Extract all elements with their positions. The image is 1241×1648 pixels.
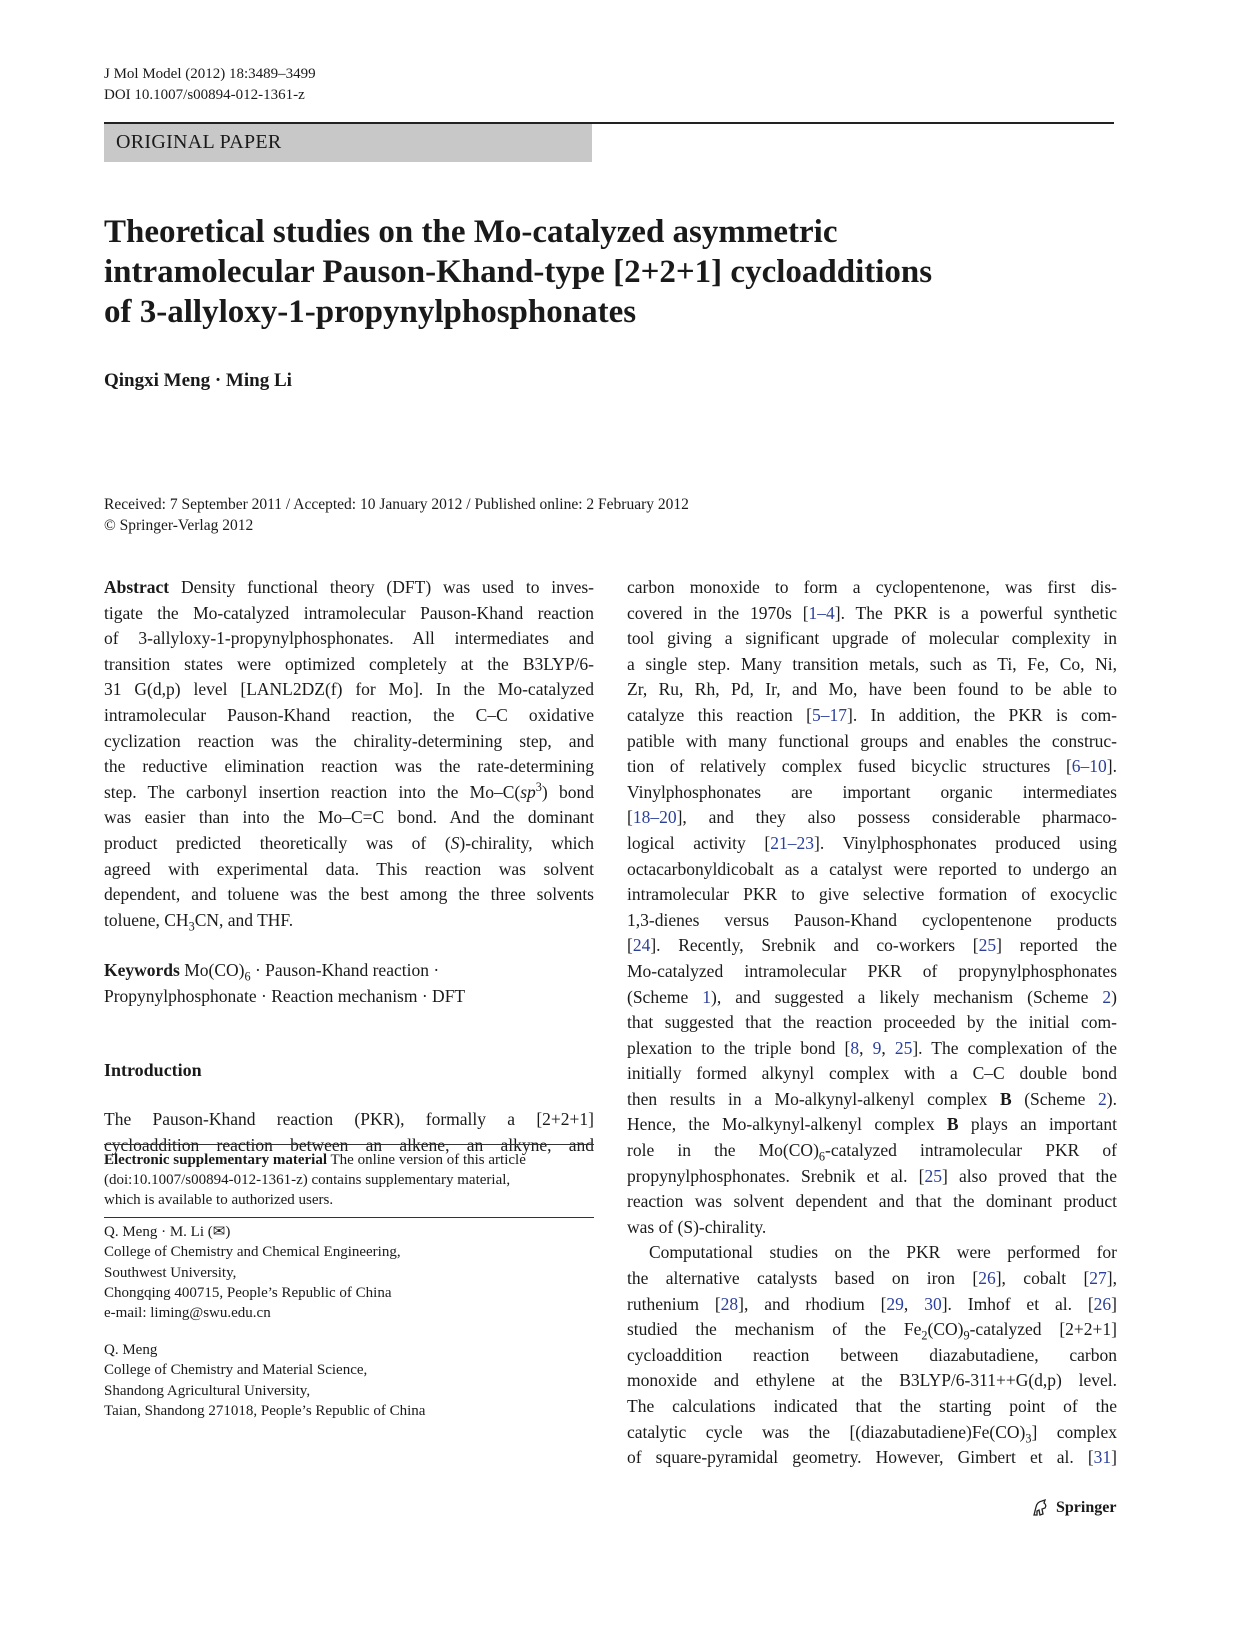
body-line: studied the mechanism of the $Fe_2(CO)_9$-catalyzed [2+2+1] [627, 1319, 1117, 1343]
body-line: monoxide and ethylene at the B3LYP/6-311++G(d,p) level. [627, 1370, 1117, 1391]
body-line: cycloaddition reaction between diazabutadiene, carbon [627, 1344, 1117, 1365]
citation-link[interactable]: 1–4 [808, 602, 835, 623]
body-line: Zr, Ru, Rh, Pd, Ir, and Mo, have been found to be able to [627, 679, 1117, 700]
citation-link[interactable]: 25 [894, 1037, 913, 1058]
affiliation-2: Q. Meng College of Chemistry and Material Science, Shandong Agricultural University, Taian, Shandong 271018, People’s Republic of China [104, 1342, 426, 1419]
body-line: catalytic cycle was the $[(diazabutadiene)Fe(CO)_3]$ complex [627, 1421, 1117, 1446]
journal-header [104, 64, 316, 106]
introduction-heading: Introduction [104, 1059, 202, 1080]
article-type: ORIGINAL PAPER [116, 131, 282, 153]
abstract-line: step. The carbonyl insertion reaction into the $Mo-C(sp^3)$ bond [104, 779, 594, 802]
abstract-line: tigate the Mo-catalyzed intramolecular Pauson-Khand reaction [104, 602, 594, 623]
body-line: Computational studies on the PKR were performed for [649, 1242, 1117, 1263]
body-line: then results in a Mo-alkynyl-alkenyl complex B (Scheme 2). [627, 1088, 1117, 1109]
abstract-line: Abstract Density functional theory (DFT) was used to inves- [104, 577, 595, 597]
intro-line: The Pauson-Khand reaction (PKR), formally a [2+2+1] [104, 1109, 594, 1130]
springer-horse-icon [1030, 1498, 1050, 1518]
body-line: catalyze this reaction [5–17]. In addition, the PKR is com- [627, 704, 1117, 725]
citation-link[interactable]: 8 [850, 1037, 860, 1058]
body-line: a single step. Many transition metals, such as Ti, Fe, Co, Ni, [627, 653, 1117, 674]
body-line: intramolecular PKR to give selective formation of exocyclic [627, 884, 1117, 905]
keywords-line: Propynylphosphonate · Reaction mechanism · DFT [104, 985, 466, 1006]
footnote-rule [104, 1217, 594, 1218]
intro-line: cycloaddition reaction between an alkene, an alkyne, and [104, 1134, 594, 1155]
body-line: octacarbonyldicobalt as a catalyst were reported to undergo an [627, 858, 1117, 879]
paper-title [104, 212, 1104, 332]
journal-citation: J Mol Model (2012) 18:3489–3499 [104, 66, 316, 82]
abstract-line: dependent, and toluene was the best among the three solvents [104, 884, 594, 905]
body-line: the alternative catalysts based on iron [26], cobalt [27], [627, 1268, 1117, 1289]
citation-link[interactable]: 28 [720, 1293, 739, 1314]
abstract-line: intramolecular Pauson-Khand reaction, the C–C oxidative [104, 704, 594, 725]
abstract-line: cyclization reaction was the chirality-determining step, and [104, 730, 594, 751]
body-line: ruthenium [28], and rhodium [29, 30]. Imhof et al. [26] [627, 1293, 1117, 1314]
citation-link[interactable]: 24 [632, 935, 651, 956]
body-line: logical activity [21–23]. Vinylphosphonates produced using [627, 832, 1118, 853]
left-column [104, 575, 594, 1158]
email: e-mail: liming@swu.edu.cn [104, 1305, 271, 1322]
body-line: carbon monoxide to form a cyclopentenone, was first dis- [627, 577, 1117, 597]
body-line: Hence, the Mo-alkynyl-alkenyl complex B plays an important [627, 1114, 1117, 1135]
scheme-link[interactable]: 2 [1098, 1088, 1107, 1109]
body-line: covered in the 1970s [1–4]. The PKR is a powerful synthetic [627, 602, 1117, 623]
publisher-logo [1030, 1498, 1116, 1518]
abstract-line: agreed with experimental data. This reaction was solvent [104, 858, 594, 879]
body-line: initially formed alkynyl complex with a C–C double bond [627, 1063, 1117, 1084]
footnote-rule [104, 1144, 594, 1145]
body-line: reaction was solvent dependent and that the dominant product [627, 1191, 1117, 1212]
title-line: intramolecular Pauson-Khand-type [2+2+1] cycloadditions [104, 254, 933, 290]
body-line: patible with many functional groups and enables the construc- [627, 730, 1117, 751]
scheme-link[interactable]: 2 [1102, 986, 1112, 1007]
supplementary-note: Electronic supplementary material The online version of this article (doi:10.1007/s00894-012-1361-z) contains supplementary material, which is available to authorized users. [104, 1152, 526, 1208]
title-line: Theoretical studies on the Mo-catalyzed asymmetric [104, 214, 838, 250]
article-type-bar [104, 124, 592, 162]
body-line: that suggested that the reaction proceeded by the initial com- [627, 1012, 1117, 1033]
citation-link[interactable]: 27 [1089, 1268, 1107, 1289]
abstract-line: 31 G(d,p) level [LANL2DZ(f) for Mo]. In the Mo-catalyzed [104, 679, 594, 700]
body-line: [24]. Recently, Srebnik and co-workers [25] reported the [627, 935, 1117, 956]
body-line: of square-pyramidal geometry. However, Gimbert et al. [31] [627, 1447, 1117, 1468]
abstract-line: transition states were optimized completely at the B3LYP/6- [104, 653, 594, 674]
publication-dates [104, 494, 689, 536]
authors: Qingxi Meng · Ming Li [104, 370, 292, 391]
title-line: of 3-allyloxy-1-propynylphosphonates [104, 294, 637, 330]
body-line: [18–20], and they also possess considerable pharmaco- [627, 807, 1117, 828]
citation-link[interactable]: 21–23 [770, 832, 815, 853]
citation-link[interactable]: 29 [886, 1293, 904, 1314]
citation-link[interactable]: 9 [872, 1037, 882, 1058]
body-line: plexation to the triple bond [8, 9, 25]. The complexation of the [627, 1037, 1118, 1058]
body-line: tool giving a significant upgrade of molecular complexity in [627, 628, 1117, 649]
body-line: (Scheme 1), and suggested a likely mechanism (Scheme 2) [627, 986, 1117, 1007]
citation-link[interactable]: 31 [1093, 1447, 1112, 1468]
body-line: tion of relatively complex fused bicyclic structures [6–10]. [627, 756, 1117, 777]
citation-link[interactable]: 26 [1093, 1293, 1112, 1314]
abstract-line: was easier than into the Mo–C=C bond. And the dominant [104, 807, 594, 828]
citation-link[interactable]: 25 [978, 935, 997, 956]
body-line: Mo-catalyzed intramolecular PKR of propynylphosphonates [627, 960, 1117, 981]
citation-link[interactable]: 6–10 [1071, 756, 1107, 777]
body-line: role in the $Mo(CO)_6$-catalyzed intramolecular PKR of [627, 1140, 1117, 1164]
copyright: © Springer-Verlag 2012 [104, 517, 254, 534]
abstract-label: Abstract [104, 577, 170, 597]
keywords-line: Keywords $Mo(CO)_6$ · Pauson-Khand reaction · [104, 960, 440, 984]
body-line: 1,3-dienes versus Pauson-Khand cyclopentenone products [627, 909, 1117, 930]
doi: DOI 10.1007/s00894-012-1361-z [104, 87, 305, 103]
body-line: was of (S)-chirality. [627, 1216, 767, 1237]
scheme-link[interactable]: 1 [702, 986, 712, 1007]
affiliation-1: Q. Meng · M. Li (✉) College of Chemistry and Chemical Engineering, Southwest University, Chongqing 400715, People’s Republic of China e-mail: liming@swu.edu.cn [104, 1222, 401, 1323]
envelope-icon: ✉ [212, 1224, 226, 1240]
abstract-line: toluene, $CH_3CN$, and THF. [104, 909, 294, 934]
abstract-line: the reductive elimination reaction was the rate-determining [104, 756, 594, 777]
dates-line: Received: 7 September 2011 / Accepted: 10 January 2012 / Published online: 2 February 2012 [104, 496, 689, 513]
citation-link[interactable]: 5–17 [812, 704, 847, 725]
keywords-label: Keywords [104, 960, 180, 981]
body-line: Vinylphosphonates are important organic intermediates [627, 781, 1117, 802]
abstract-line: of 3-allyloxy-1-propynylphosphonates. All intermediates and [104, 628, 594, 649]
body-line: propynylphosphonates. Srebnik et al. [25] also proved that the [627, 1165, 1117, 1186]
publisher-name: Springer [1056, 1499, 1117, 1516]
abstract-line: product predicted theoretically was of (S)-chirality, which [104, 832, 594, 853]
citation-link[interactable]: 30 [924, 1293, 942, 1314]
citation-link[interactable]: 18–20 [632, 807, 677, 828]
citation-link[interactable]: 26 [978, 1268, 996, 1289]
body-line: The calculations indicated that the starting point of the [627, 1396, 1117, 1416]
right-column [627, 575, 1117, 1471]
citation-link[interactable]: 25 [924, 1165, 942, 1186]
